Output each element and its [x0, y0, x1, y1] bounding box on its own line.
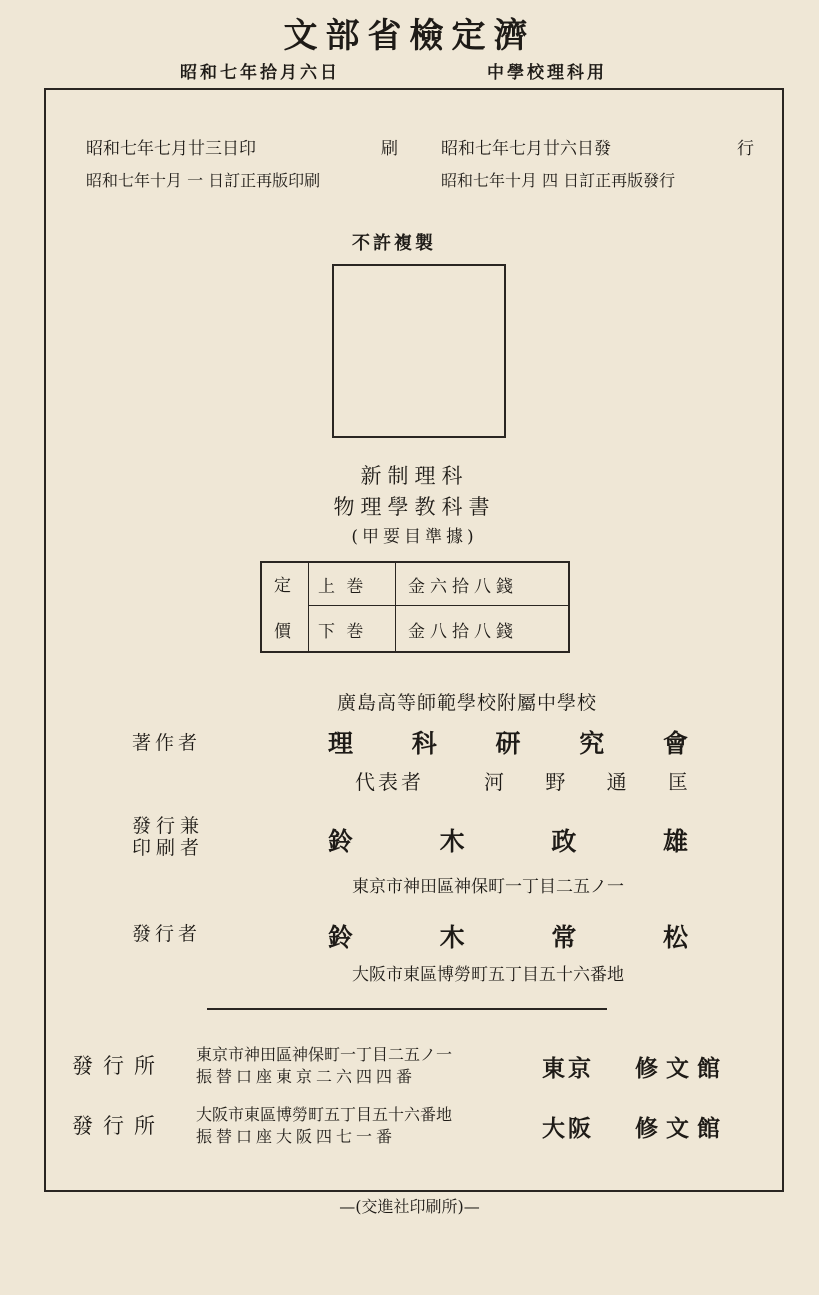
- print-date-first-suffix: 刷: [381, 139, 398, 159]
- office-name: 修文館: [635, 1056, 728, 1082]
- price-volume-1: 上 巻: [318, 577, 367, 597]
- representative-name-char: 野: [545, 770, 566, 794]
- issue-date-first: [441, 134, 754, 159]
- representative-name-char: 匡: [667, 770, 688, 794]
- representative-name-char: 通: [606, 770, 627, 794]
- author-name-char: 究: [579, 729, 605, 758]
- issue-date-revised: 昭和七年十月 四 日訂正再版發行: [441, 171, 676, 190]
- label-char: 兼: [180, 815, 200, 837]
- print-date-first: [86, 134, 398, 159]
- price-head-bottom: 價: [274, 622, 291, 642]
- author-name: [328, 724, 688, 760]
- publisher-printer-name-char: 鈴: [328, 827, 354, 856]
- representative-name: [484, 766, 688, 795]
- author-name-char: 會: [662, 729, 688, 758]
- publisher-label: 發行者: [132, 923, 202, 945]
- office-label: 發行所: [72, 1114, 165, 1138]
- label-char: 者: [180, 837, 200, 859]
- publisher-name-char: 木: [439, 923, 465, 952]
- publisher-name-char: 常: [551, 923, 577, 952]
- label-char: 印: [132, 837, 152, 859]
- price-table: [260, 561, 570, 653]
- office-address: 東京市神田區神保町一丁目二五ノ一: [196, 1045, 453, 1064]
- print-date-first-text: 昭和七年七月廿三日印: [86, 139, 256, 159]
- book-series: 新制理科: [360, 464, 469, 488]
- price-value-2: 金八拾八錢: [408, 622, 518, 642]
- publisher-printer-name-char: 雄: [662, 827, 688, 856]
- issue-date-first-suffix: 行: [737, 139, 754, 159]
- publisher-name: [328, 918, 688, 954]
- publisher-name-char: 松: [662, 923, 688, 952]
- office-account: 振替口座東京二六四四番: [196, 1067, 417, 1086]
- office-name: 修文館: [635, 1116, 728, 1142]
- office-label: 發行所: [72, 1054, 165, 1078]
- seal-box: [332, 264, 506, 438]
- office-address: 大阪市東區博勞町五丁目五十六番地: [196, 1105, 453, 1124]
- author-label: 著作者: [132, 732, 202, 754]
- issue-date-first-text: 昭和七年七月廿六日發: [441, 139, 611, 159]
- office-city: 大阪: [542, 1116, 594, 1142]
- label-char: 行: [156, 815, 176, 837]
- author-organization: 廣島高等師範學校附屬中學校: [337, 692, 598, 714]
- representative-label: 代表者: [355, 770, 424, 794]
- author-name-char: 科: [411, 729, 437, 758]
- author-name-char: 研: [495, 729, 521, 758]
- publisher-address: 大阪市東區博勞町五丁目五十六番地: [352, 965, 624, 985]
- printer-footer: —(交進社印刷所)—: [339, 1197, 480, 1216]
- office-city: 東京: [542, 1056, 594, 1082]
- publisher-printer-name: [328, 822, 688, 858]
- copyright-notice: 不許複製: [352, 233, 436, 254]
- label-char: 刷: [156, 837, 176, 859]
- label-char: 發: [132, 815, 152, 837]
- publisher-name-char: 鈴: [328, 923, 354, 952]
- representative-name-char: 河: [484, 770, 504, 794]
- book-title: 物理學教科書: [333, 495, 496, 519]
- author-name-char: 理: [328, 729, 354, 758]
- publisher-printer-name-char: 木: [439, 827, 465, 856]
- book-subtitle: (甲要目準據): [351, 527, 478, 547]
- publisher-printer-name-char: 政: [551, 827, 577, 856]
- usage-label: 中學校理科用: [487, 63, 607, 83]
- office-account: 振替口座大阪四七一番: [196, 1127, 397, 1146]
- publisher-printer-label: [132, 815, 199, 859]
- page-title: 文部省檢定濟: [283, 16, 536, 56]
- print-date-revised: 昭和七年十月 一 日訂正再版印刷: [86, 171, 321, 190]
- price-volume-2: 下 巻: [318, 622, 367, 642]
- price-value-1: 金六拾八錢: [408, 577, 518, 597]
- divider: [207, 1008, 607, 1010]
- price-head-top: 定: [274, 576, 291, 596]
- publisher-printer-address: 東京市神田區神保町一丁目二五ノ一: [352, 877, 624, 897]
- approval-date: 昭和七年拾月六日: [180, 63, 340, 83]
